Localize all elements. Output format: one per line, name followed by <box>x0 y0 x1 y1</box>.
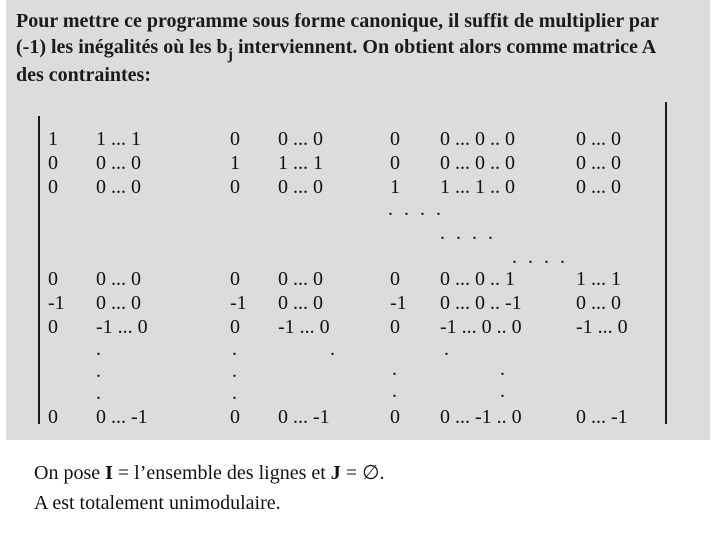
caption-text-a: On pose <box>34 462 106 484</box>
matrix-cell: 1 <box>390 176 400 198</box>
matrix-cell: 0 ... 0 <box>96 152 141 174</box>
matrix-cell: 0 ... 0 <box>576 152 621 174</box>
intro-line-2-end: interviennent. On obtient alors comme matrice A <box>232 36 657 58</box>
matrix-cell: 0 <box>230 128 240 150</box>
matrix-cell: -1 <box>230 292 247 314</box>
matrix-cell: 0 <box>230 268 240 290</box>
matrix-cell: 1 ... 1 <box>278 152 323 174</box>
caption-text-b: = l’ensemble des lignes et <box>112 462 331 484</box>
matrix-cell: -1 <box>390 292 407 314</box>
matrix-cell: 0 <box>390 128 400 150</box>
matrix-cell: 0 ... 0 <box>576 292 621 314</box>
matrix-cell: 0 <box>390 152 400 174</box>
ellipsis-2: . . . . <box>440 222 496 244</box>
matrix-cell: 0 <box>48 268 58 290</box>
intro-line-1: Pour mettre ce programme sous forme canonique, il suffit de multiplier par <box>16 10 659 32</box>
matrix-cell: 1 ... 1 <box>576 268 621 290</box>
matrix-cell: -1 ... 0 .. 0 <box>440 316 522 338</box>
matrix-cell: 0 ... 0 .. 1 <box>440 268 515 290</box>
intro-line-2 <box>16 34 706 62</box>
matrix-cell: 0 ... 0 <box>278 128 323 150</box>
matrix-cell: 1 <box>230 152 240 174</box>
matrix-cell: 1 <box>48 128 58 150</box>
matrix-cell: 0 <box>230 176 240 198</box>
caption-set-J: J <box>330 462 341 484</box>
ellipsis-1: . . . . <box>388 198 444 220</box>
intro-paragraph <box>16 8 706 88</box>
vdots-col4: . <box>330 338 335 360</box>
matrix-cell: 0 ... 0 <box>278 268 323 290</box>
vdots-col5: . . <box>392 358 397 402</box>
matrix-cell: 0 ... 0 <box>576 176 621 198</box>
matrix-cell: 0 ... -1 <box>278 406 330 428</box>
matrix-cell: 0 ... -1 <box>576 406 628 428</box>
intro-line-2-start: (-1) les inégalités où les b <box>16 36 228 58</box>
matrix-cell: 0 <box>48 406 58 428</box>
matrix-cell: 1 ... 1 <box>96 128 141 150</box>
matrix-left-bracket <box>38 116 40 424</box>
matrix-cell: 0 ... 0 <box>96 292 141 314</box>
matrix-cell: 0 ... 0 .. -1 <box>440 292 522 314</box>
matrix-cell: 0 <box>48 176 58 198</box>
caption-line-1 <box>34 458 385 488</box>
matrix-cell: -1 ... 0 <box>278 316 330 338</box>
matrix-cell: 0 <box>390 406 400 428</box>
matrix-cell: 0 ... 0 .. 0 <box>440 152 515 174</box>
vdots-col6: . <box>444 338 449 360</box>
matrix-cell: -1 ... 0 <box>96 316 148 338</box>
matrix-cell: 0 <box>48 316 58 338</box>
vdots-col3: . . . <box>232 338 237 404</box>
subscript-j: j <box>227 46 233 63</box>
matrix-cell: 0 ... -1 .. 0 <box>440 406 522 428</box>
matrix-cell: 0 <box>48 152 58 174</box>
matrix-cell: -1 ... 0 <box>576 316 628 338</box>
matrix-cell: 0 ... 0 <box>96 268 141 290</box>
matrix-cell: 0 ... 0 .. 0 <box>440 128 515 150</box>
vdots-col7: . . <box>500 358 505 402</box>
caption-text-c: = ∅. <box>340 462 385 484</box>
vdots-col1: . . . <box>96 338 101 404</box>
matrix-cell: 0 ... -1 <box>96 406 148 428</box>
matrix-cell: 0 <box>230 406 240 428</box>
caption-line-2: A est totalement unimodulaire. <box>34 492 281 514</box>
ellipsis-3: . . . . <box>512 246 568 268</box>
caption-set-I: I <box>105 462 113 484</box>
matrix-cell: 0 ... 0 <box>278 292 323 314</box>
intro-line-3: des contraintes: <box>16 64 151 86</box>
matrix-cell: 0 <box>390 316 400 338</box>
matrix-cell: 0 ... 0 <box>96 176 141 198</box>
matrix-cell: 0 <box>230 316 240 338</box>
matrix-cell: 1 ... 1 .. 0 <box>440 176 515 198</box>
matrix-cell: 0 ... 0 <box>576 128 621 150</box>
matrix-right-bracket <box>665 102 667 424</box>
matrix-cell: 0 <box>390 268 400 290</box>
matrix-cell: -1 <box>48 292 65 314</box>
caption <box>34 458 385 518</box>
matrix-cell: 0 ... 0 <box>278 176 323 198</box>
